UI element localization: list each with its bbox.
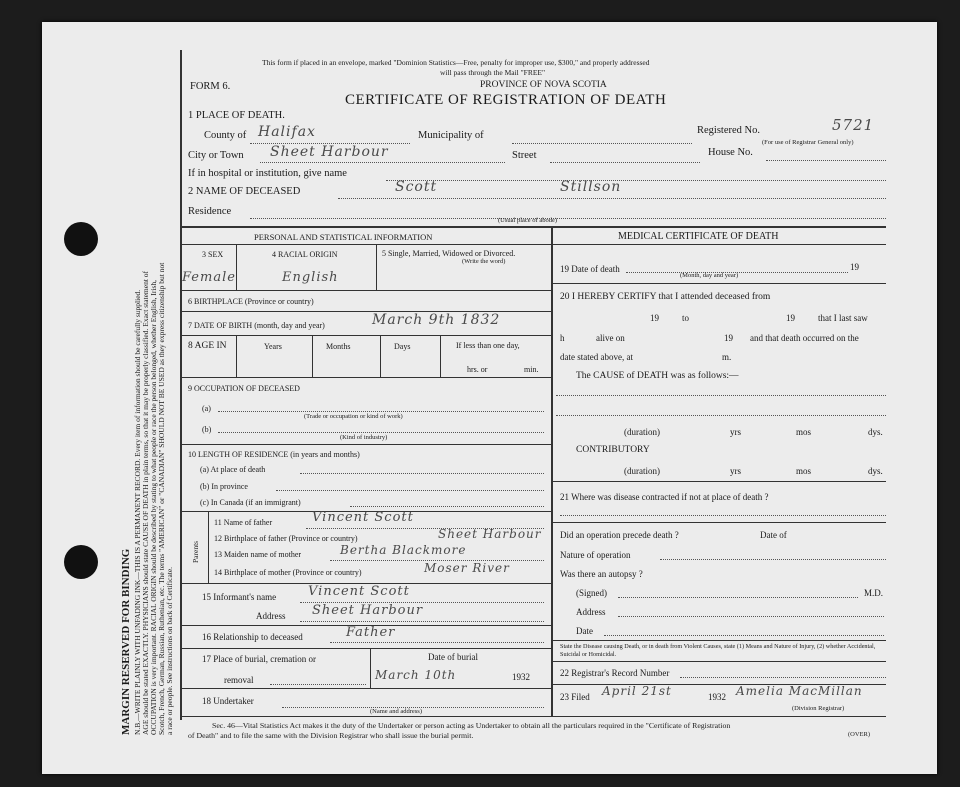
certify-19a: 19 xyxy=(650,313,659,323)
notice-line-1: This form if placed in an envelope, marked "Dominion Statistics—Free, penalty for improper use, $300," and properly addressed xyxy=(262,58,650,67)
contrib-mos: mos xyxy=(796,466,812,476)
division-registrar-note: (Division Registrar) xyxy=(792,705,845,712)
racial-origin-label: 4 RACIAL ORIGIN xyxy=(272,250,338,259)
cause-duration: (duration) xyxy=(624,427,660,437)
father-birthplace-label: 12 Birthplace of father (Province or country) xyxy=(214,534,358,543)
contrib-yrs: yrs xyxy=(730,466,741,476)
occupation-b-note: (Kind of industry) xyxy=(340,434,388,441)
age-days-label: Days xyxy=(394,342,411,351)
binding-hole-top xyxy=(64,222,98,256)
age-min-label: min. xyxy=(524,365,539,374)
filed-date-value: April 21st xyxy=(602,684,672,698)
informant-address-label: Address xyxy=(256,611,286,621)
place-section-label: 1 PLACE OF DEATH. xyxy=(188,110,285,121)
certify-date-above: date stated above, at xyxy=(560,352,633,362)
medical-header: MEDICAL CERTIFICATE OF DEATH xyxy=(618,231,779,242)
province-heading: PROVINCE OF NOVA SCOTIA xyxy=(480,80,607,90)
age-months-label: Months xyxy=(326,342,351,351)
footer-over: (OVER) xyxy=(848,731,871,738)
registered-no-label: Registered No. xyxy=(697,125,760,136)
dob-value: March 9th 1832 xyxy=(372,312,501,328)
hospital-label: If in hospital or institution, give name xyxy=(188,168,347,179)
occupation-a: (a) xyxy=(202,404,211,413)
personal-header: PERSONAL AND STATISTICAL INFORMATION xyxy=(254,232,433,242)
deceased-last-name: Stillson xyxy=(560,179,622,195)
county-value: Halifax xyxy=(258,124,316,140)
residence-label: Residence xyxy=(188,206,232,217)
informant-value: Vincent Scott xyxy=(308,584,410,599)
binding-hole-bottom xyxy=(64,545,98,579)
mother-name-value: Bertha Blackmore xyxy=(340,543,467,557)
parents-label: Parents xyxy=(191,540,200,563)
occupation-a-note: (Trade or occupation or kind of work) xyxy=(304,413,403,420)
municipality-label: Municipality of xyxy=(418,130,484,141)
instruction-line-2: AGE should be stated EXACTLY. PHYSICIANS should state CAUSE OF DEATH in plain terms, so that it may be properly classified. Exact statement of xyxy=(141,270,150,735)
registrar-note: (For use of Registrar General only) xyxy=(762,139,854,146)
filed-year: 1932 xyxy=(708,692,726,702)
registered-no-value: 5721 xyxy=(832,116,875,134)
birthplace-label: 6 BIRTHPLACE (Province or country) xyxy=(188,297,314,306)
form-number: FORM 6. xyxy=(190,81,231,92)
city-label: City or Town xyxy=(188,150,244,161)
md-label: M.D. xyxy=(864,588,884,598)
residence-b: (b) In province xyxy=(200,482,248,491)
certificate-title: CERTIFICATE OF REGISTRATION OF DEATH xyxy=(345,92,667,108)
footer-line-2: of Death" and to file the same with the Division Registrar who shall issue the burial permit. xyxy=(188,731,474,740)
father-birthplace-value: Sheet Harbour xyxy=(438,527,542,541)
relationship-value: Father xyxy=(346,625,396,640)
certify-h: h xyxy=(560,333,565,343)
burial-year: 1932 xyxy=(512,672,530,682)
burial-label-2: removal xyxy=(224,675,254,685)
mother-birthplace-label: 14 Birthplace of mother (Province or country) xyxy=(214,568,362,577)
cause-label: The CAUSE of DEATH was as follows:— xyxy=(576,371,739,381)
marital-label: 5 Single, Married, Widowed or Divorced. xyxy=(382,249,516,258)
death-date-note: (Month, day and year) xyxy=(680,272,739,279)
age-hrs-label: hrs. or xyxy=(467,365,488,374)
contracted-label: 21 Where was disease contracted if not at place of death ? xyxy=(560,492,769,502)
marital-note: (Write the word) xyxy=(462,258,506,265)
residence-a: (a) At place of death xyxy=(200,465,266,474)
street-label: Street xyxy=(512,150,537,161)
certify-to: to xyxy=(682,313,690,323)
death-date-label: 19 Date of death xyxy=(560,264,620,274)
binding-margin-label: MARGIN RESERVED FOR BINDING xyxy=(120,548,132,735)
residence-c: (c) In Canada (if an immigrant) xyxy=(200,498,301,507)
cause-yrs: yrs xyxy=(730,427,741,437)
death-date-19: 19 xyxy=(850,262,859,272)
instruction-line-4: Scotch, French, German, Russian, Ruthenian, etc. The terms "AMERICAN" or "CANADIAN" SHOULD NOT BE USED as they express citizenship but not xyxy=(157,262,166,735)
county-label: County of xyxy=(204,130,247,141)
father-name-label: 11 Name of father xyxy=(214,518,273,527)
filed-label: 23 Filed xyxy=(560,692,590,702)
burial-date-value: March 10th xyxy=(375,668,457,682)
contrib-duration: (duration) xyxy=(624,466,660,476)
dob-label: 7 DATE OF BIRTH (month, day and year) xyxy=(188,321,325,330)
age-label: 8 AGE IN xyxy=(188,341,227,351)
certify-m: m. xyxy=(722,352,732,362)
sex-value: Female xyxy=(182,270,236,285)
certify-last-saw: that I last saw xyxy=(818,313,868,323)
registrar-signature: Amelia MacMillan xyxy=(736,684,863,698)
mother-name-label: 13 Maiden name of mother xyxy=(214,550,302,559)
signed-label: (Signed) xyxy=(576,588,607,598)
house-no-label: House No. xyxy=(708,147,753,158)
racial-origin-value: English xyxy=(282,270,339,285)
certify-19b: 19 xyxy=(786,313,795,323)
sex-label: 3 SEX xyxy=(202,250,224,259)
cause-mos: mos xyxy=(796,427,812,437)
notice-line-2: will pass through the Mail "FREE" xyxy=(440,68,546,77)
age-years-label: Years xyxy=(264,342,282,351)
instruction-line-3: OCCUPATION is very important. RACIAL ORIGIN should be described by stating to what people or race the person belonged, whether English, Irish, xyxy=(149,280,158,735)
contrib-dys: dys. xyxy=(868,466,883,476)
footer-line-1: Sec. 46—Vital Statistics Act makes it the duty of the Undertaker or person acting as Undertaker to obtain all the particulars required in the "Certificate of Registration xyxy=(212,721,731,730)
certify-19c: 19 xyxy=(724,333,733,343)
certify-occurred: and that death occurred on the xyxy=(750,333,859,343)
signed-address-label: Address xyxy=(576,607,606,617)
deceased-name-label: 2 NAME OF DECEASED xyxy=(188,186,301,197)
signed-date-label: Date xyxy=(576,626,593,636)
residence-length-label: 10 LENGTH OF RESIDENCE (in years and months) xyxy=(188,450,360,459)
registrar-record-label: 22 Registrar's Record Number xyxy=(560,668,670,678)
autopsy-label: Was there an autopsy ? xyxy=(560,569,643,579)
instruction-line-5: a race or people. See instructions on back of Certificate. xyxy=(165,566,174,735)
undertaker-label: 18 Undertaker xyxy=(202,696,254,706)
burial-date-label: Date of burial xyxy=(428,652,478,662)
age-less-label: If less than one day, xyxy=(456,341,520,350)
deceased-first-name: Scott xyxy=(395,179,438,195)
operation-label: Did an operation precede death ? xyxy=(560,530,679,540)
operation-nature-label: Nature of operation xyxy=(560,550,631,560)
city-value: Sheet Harbour xyxy=(270,144,389,160)
violent-causes-note: State the Disease causing Death, or in death from Violent Causes, state (1) Means and Nature of Injury, (2) whether Accidental, Suicidal or Homicidal. xyxy=(560,643,876,658)
relationship-label: 16 Relationship to deceased xyxy=(202,632,303,642)
father-name-value: Vincent Scott xyxy=(312,510,414,525)
informant-label: 15 Informant's name xyxy=(202,592,277,602)
instruction-line-1: N.B.—WRITE PLAINLY WITH UNFADING INK—THIS IS A PERMANENT RECORD. Every item of information should be carefully supplied. xyxy=(133,289,142,735)
burial-label: 17 Place of burial, cremation or xyxy=(202,654,316,664)
occupation-b: (b) xyxy=(202,425,212,434)
cause-dys: dys. xyxy=(868,427,883,437)
mother-birthplace-value: Moser River xyxy=(424,561,510,575)
informant-address-value: Sheet Harbour xyxy=(312,603,424,618)
residence-note: (Usual place of abode) xyxy=(498,217,558,224)
undertaker-note: (Name and address) xyxy=(370,708,422,715)
operation-date-label: Date of xyxy=(760,530,787,540)
certify-label: 20 I HEREBY CERTIFY that I attended deceased from xyxy=(560,292,771,302)
contributory-label: CONTRIBUTORY xyxy=(576,445,650,455)
occupation-label: 9 OCCUPATION OF DECEASED xyxy=(188,384,300,393)
certify-alive-on: alive on xyxy=(596,333,625,343)
